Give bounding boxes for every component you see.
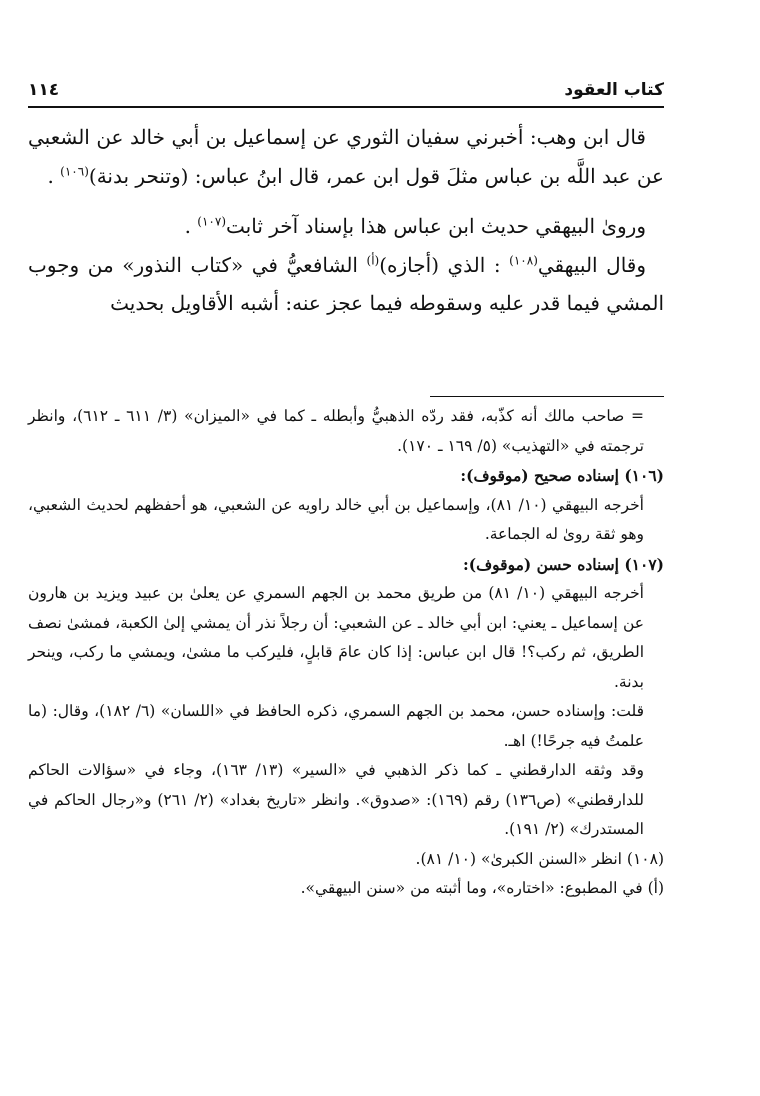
footnote-ref-106: (١٠٦) <box>60 163 89 178</box>
footnotes <box>28 402 664 904</box>
footnote-107-more: وقد وثقه الدارقطني ـ كما ذكر الذهبي في «السیر» (١٣/ ١٦٣)، وجاء في «سؤالات الحاكم للدارقطني» (ص١٣٦) رقم (١٦٩): «صدوق». وانظر «تاریخ بغداد» (٢/ ٢٦١) و«رجال الحاكم في المستدرك» (٢/ ١٩١). <box>28 761 644 838</box>
main-paragraph-3 <box>28 246 664 323</box>
paragraph-text: وقال البیهقي <box>537 252 647 277</box>
footnote-107-text: أخرجه البیهقي (١٠/ ٨١) من طریق محمد بن الجهم السمري عن یعلیٰ بن عبید ویزید بن هارون عن إسماعیل ـ یعني: ابن أبي خالد ـ عن الشعبي: أن رجلاً نذر أن یمشي إلیٰ الكعبة، فمشیٰ نصف الطریق، ثم ركب؟! قال ابن عباس: إذا كان عامَ قابلٍ، فلیركب ما مشیٰ، ویمشي ما ركب، وینحر بدنة. <box>28 584 644 691</box>
book-title: كتاب العقود <box>564 80 664 100</box>
paragraph-text: الشافعيُّ في «كتاب النذور» من وجوب المشي فيما قدر عليه وسقوطه فيما عجز عنه: أشبه الأقاويل بحديث <box>28 252 664 315</box>
main-paragraph-2 <box>28 207 664 246</box>
sentence-end: . <box>47 163 54 188</box>
footnote-106-label: (١٠٦) إسناده صحیح (موقوف): <box>460 466 664 485</box>
sentence-end: . <box>184 214 191 238</box>
footnote-107-comment: قلت: وإسناده حسن، محمد بن الجهم السمري، ذكره الحافظ في «اللسان» (٦/ ١٨٢)، وقال: (ما علمتُ فیه جرحًا!) اهـ. <box>28 702 644 750</box>
footnote-106-text: أخرجه البیهقي (١٠/ ٨١)، وإسماعیل بن أبي خالد راویه عن الشعبي، هو أحفظهم لحدیث الشعبي، وهو ثقة رویٰ له الجماعة. <box>28 495 644 543</box>
footnote-ref-107: (١٠٧) <box>197 214 227 229</box>
paragraph-text: قال ابن وهب: أخبرني سفيان الثوري عن إسماعيل بن أبي خالد عن الشعبي عن عبد اللَّه بن عباس مثلَ قول ابن عمر، قال ابنُ عباس: (وتنحر بدنة) <box>28 125 664 188</box>
paragraph-text: : الذي (أجازه) <box>379 252 501 277</box>
page-number: ١١٤ <box>28 80 60 100</box>
main-paragraph-1 <box>28 118 664 195</box>
footnote-ref-a: (أ) <box>366 252 380 267</box>
footnote-108: (١٠٨) انظر «السنن الكبرىٰ» (١٠/ ٨١). <box>415 849 664 868</box>
footnote-107-label: (١٠٧) إسناده حسن (موقوف): <box>463 554 664 574</box>
footnote-ref-108: (١٠٨) <box>509 252 538 267</box>
running-header <box>28 80 664 102</box>
paragraph-text: ورویٰ البیهقي حدیث ابن عباس هذا بإسناد آخر ثابت <box>226 214 646 238</box>
main-text <box>28 118 664 323</box>
footnote-a: (أ) في المطبوع: «اختاره»، وما أثبته من «سنن البیهقي». <box>300 879 664 897</box>
footnote-separator <box>430 396 664 397</box>
footnote-continuation: = صاحب مالك أنه كذّبه، فقد ردّه الذهبيُّ وأبطله ـ كما في «المیزان» (٣/ ٦١١ ـ ٦١٢)، وانظر ترجمته في «التهذيب» (٥/ ١٦٩ ـ ١٧٠). <box>28 407 644 455</box>
header-rule <box>28 106 664 108</box>
